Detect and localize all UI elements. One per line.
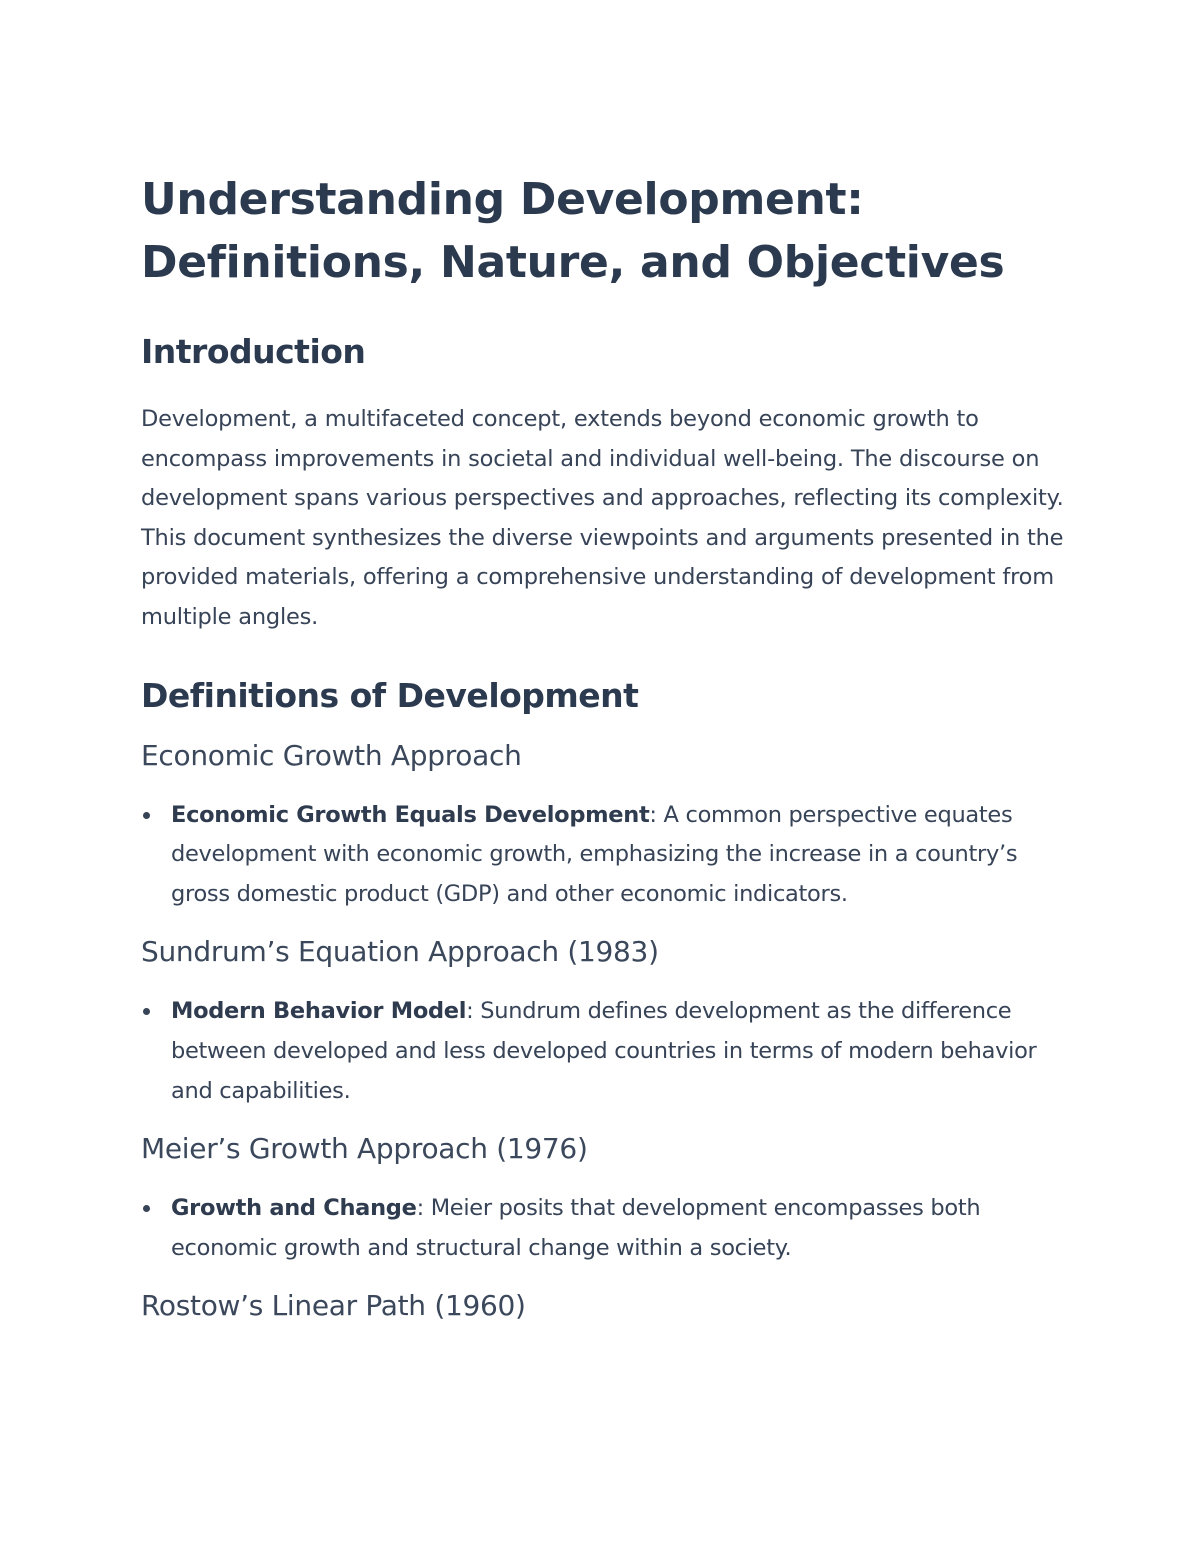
- approach-bullet-list: [141, 1189, 1071, 1268]
- approach-heading: Sundrum’s Equation Approach (1983): [141, 935, 659, 969]
- approach-term: Economic Growth Equals Development: [171, 801, 650, 828]
- approach-heading: Economic Growth Approach: [141, 738, 522, 772]
- bullet-icon: [143, 1008, 150, 1015]
- document-title-line-2: Definitions, Nature, and Objectives: [141, 237, 1005, 288]
- document-page: [141, 168, 1071, 1326]
- approach-bullet-list: [141, 992, 1071, 1111]
- definitions-heading: Definitions of Development: [141, 675, 639, 715]
- introduction-paragraph: Development, a multifaceted concept, extends beyond economic growth to encompass improvements in societal and individual well-being. The discourse on development spans various perspectives and approaches, reflecting its complexity. This document synthesizes the diverse viewpoints and arguments presented in the provided materials, offering a comprehensive understanding of development from multiple angles.: [141, 406, 1064, 630]
- list-item: [141, 1189, 1071, 1268]
- approach-meier: [141, 1129, 1071, 1268]
- approach-economic-growth: [141, 736, 1071, 915]
- list-item: [141, 796, 1071, 915]
- approach-heading: Meier’s Growth Approach (1976): [141, 1132, 588, 1166]
- approach-term: Modern Behavior Model: [171, 998, 467, 1025]
- approach-description: : Meier posits that development encompasses both economic growth and structural change within a society.: [171, 1195, 981, 1261]
- approach-heading: Rostow’s Linear Path (1960): [141, 1289, 526, 1323]
- document-title: [141, 168, 1071, 294]
- approach-bullet-list: [141, 796, 1071, 915]
- approach-sundrum: [141, 932, 1071, 1111]
- approach-term: Growth and Change: [171, 1195, 417, 1222]
- approach-description: : Sundrum defines development as the difference between developed and less developed countries in terms of modern behavior and capabilities.: [171, 998, 1037, 1104]
- document-title-line-1: Understanding Development:: [141, 174, 864, 225]
- approach-description: : A common perspective equates development with economic growth, emphasizing the increase in a country’s gross domestic product (GDP) and other economic indicators.: [171, 801, 1018, 907]
- introduction-heading: Introduction: [141, 332, 366, 371]
- bullet-icon: [143, 812, 150, 819]
- approach-rostow: [141, 1286, 1071, 1326]
- list-item: [141, 992, 1071, 1111]
- bullet-icon: [143, 1205, 150, 1212]
